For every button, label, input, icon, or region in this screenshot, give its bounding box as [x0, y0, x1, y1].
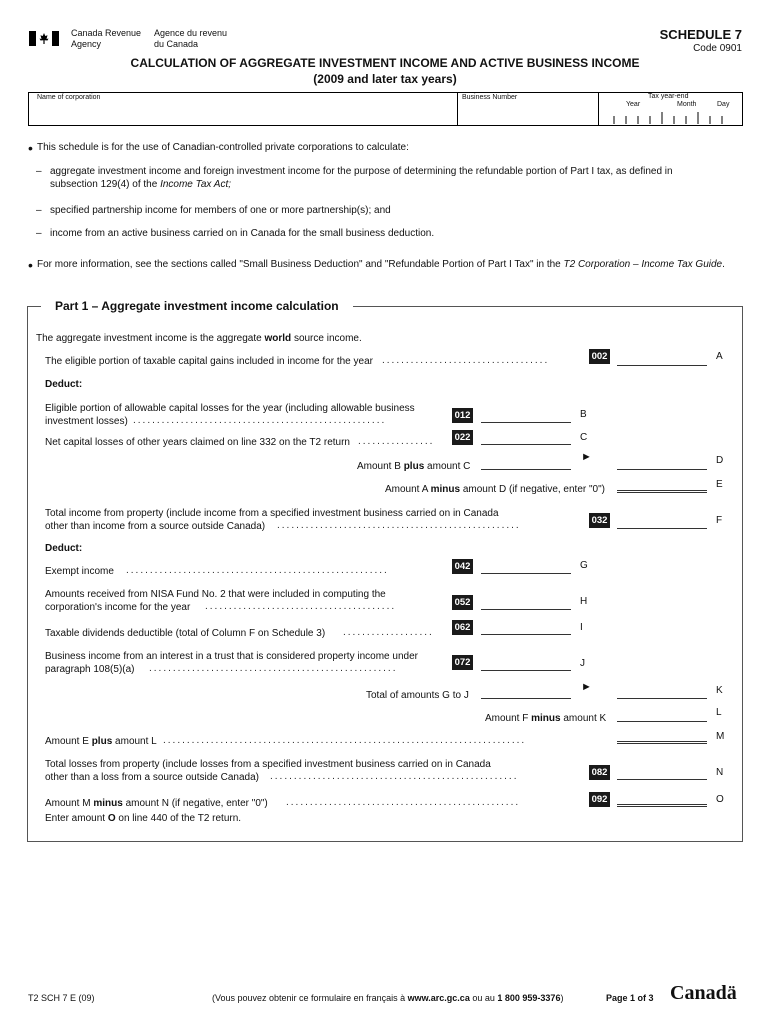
letter-o: O: [716, 794, 724, 805]
line-l-label: Amount F minus amount K: [485, 713, 607, 724]
month-label: Month: [677, 101, 697, 108]
corporation-name-field[interactable]: Name of corporation: [37, 94, 101, 101]
amount-e-input[interactable]: [617, 480, 707, 493]
form-code: Code 0901: [693, 43, 742, 54]
line-c-label: Net capital losses of other years claimed on line 332 on the T2 return: [45, 437, 350, 448]
amount-d-input[interactable]: [617, 457, 707, 470]
letter-l: L: [716, 707, 722, 718]
line-b-label: Eligible portion of allowable capital losses for the year (including allowable business investment losses): [45, 403, 415, 427]
amount-c-input[interactable]: [481, 432, 571, 445]
line-m-label: Amount E plus amount L: [45, 736, 157, 747]
line-e-label: Amount A minus amount D (if negative, enter "0"): [385, 484, 605, 495]
amount-l-input[interactable]: [617, 709, 707, 722]
code-052: 052: [452, 595, 473, 610]
tax-year-end-field[interactable]: [604, 110, 740, 124]
code-082: 082: [589, 765, 610, 780]
amount-j-input[interactable]: [481, 658, 571, 671]
business-number-field[interactable]: Business Number: [462, 94, 518, 101]
line-f-label: Total income from property (include income from a specified investment business carried on in Canada other than income from a source outside Canada): [45, 508, 499, 532]
year-label: Year: [626, 101, 641, 108]
letter-m: M: [716, 731, 725, 742]
canada-flag-icon: [29, 31, 59, 46]
agency-name-fr: Agence du revenu du Canada: [154, 28, 228, 49]
amount-k-input[interactable]: [617, 686, 707, 699]
code-002: 002: [589, 349, 610, 364]
code-062: 062: [452, 620, 473, 635]
line-o-label: Amount M minus amount N (if negative, enter "0"): [45, 798, 268, 809]
line-n-label: Total losses from property (include losses from a specified investment business carried on in Canada other than a loss from a source outside Canada): [45, 759, 491, 783]
letter-g: G: [580, 560, 588, 571]
tax-year-end-label: Tax year-end: [648, 93, 689, 100]
letter-b: B: [580, 409, 587, 420]
letter-n: N: [716, 767, 724, 778]
code-032: 032: [589, 513, 610, 528]
amount-n-input[interactable]: [617, 767, 707, 780]
amount-g-input[interactable]: [481, 561, 571, 574]
line-a-label: The eligible portion of taxable capital gains included in income for the year: [45, 356, 373, 367]
dash-3: –: [36, 228, 42, 239]
amount-o-input[interactable]: [617, 794, 707, 807]
amount-k-subtotal[interactable]: [481, 686, 571, 699]
line-o-instruction: Enter amount O on line 440 of the T2 return.: [45, 813, 242, 824]
letter-j: J: [580, 658, 585, 669]
code-012: 012: [452, 408, 473, 423]
canada-wordmark: Canadä: [670, 982, 737, 1004]
line-k-label: Total of amounts G to J: [366, 690, 469, 701]
day-label: Day: [717, 101, 730, 108]
amount-a-input[interactable]: [617, 353, 707, 366]
letter-i: I: [580, 622, 583, 633]
intro-text: This schedule is for the use of Canadian-controlled private corporations to calculate:: [37, 142, 409, 153]
code-092: 092: [589, 792, 610, 807]
letter-h: H: [580, 596, 588, 607]
part1-intro: The aggregate investment income is the aggregate world source income.: [36, 333, 362, 344]
french-version-note: (Vous pouvez obtenir ce formulaire en français à www.arc.gc.ca ou au 1 800 959-3376): [212, 993, 564, 1003]
amount-m-input[interactable]: [617, 731, 707, 744]
arrow-right-icon: ►: [581, 681, 592, 693]
letter-e: E: [716, 479, 723, 490]
intro-item-2: specified partnership income for members of one or more partnership(s); and: [50, 205, 391, 216]
letter-k: K: [716, 685, 723, 696]
deduct-label-2: Deduct:: [45, 543, 83, 554]
schedule-label: SCHEDULE 7: [659, 27, 742, 42]
letter-c: C: [580, 432, 588, 443]
amount-h-input[interactable]: [481, 597, 571, 610]
bullet-icon: •: [28, 140, 33, 156]
agency-name-en: Canada Revenue Agency: [71, 28, 142, 49]
amount-i-input[interactable]: [481, 622, 571, 635]
letter-d: D: [716, 455, 724, 466]
form-number: T2 SCH 7 E (09): [28, 993, 95, 1003]
line-j-label: Business income from an interest in a trust that is considered property income under paragraph 108(5)(a): [45, 651, 418, 675]
part1-title: Part 1 – Aggregate investment income calculation: [41, 299, 353, 313]
line-d-label: Amount B plus amount C: [357, 461, 471, 472]
intro-item-1: aggregate investment income and foreign investment income for the purpose of determining the refundable portion of Part I tax, as defined in subsection 129(4) of the Income Tax Act;: [50, 166, 673, 190]
code-072: 072: [452, 655, 473, 670]
code-022: 022: [452, 430, 473, 445]
page-number: Page 1 of 3: [606, 993, 654, 1003]
page-subtitle: (2009 and later tax years): [313, 72, 457, 86]
page-title: CALCULATION OF AGGREGATE INVESTMENT INCOME AND ACTIVE BUSINESS INCOME: [130, 56, 640, 70]
letter-f: F: [716, 515, 723, 526]
intro-more-info: For more information, see the sections called "Small Business Deduction" and "Refundable Portion of Part I Tax" in the T2 Corporation – Income Tax Guide.: [37, 259, 725, 270]
line-h-label: Amounts received from NISA Fund No. 2 that were included in computing the corporation's income for the year: [45, 589, 386, 613]
amount-f-input[interactable]: [617, 516, 707, 529]
line-g-label: Exempt income: [45, 566, 114, 577]
arrow-right-icon: ►: [581, 451, 592, 463]
deduct-label: Deduct:: [45, 379, 83, 390]
dash-2: –: [36, 205, 42, 216]
code-042: 042: [452, 559, 473, 574]
amount-b-input[interactable]: [481, 410, 571, 423]
intro-item-3: income from an active business carried on in Canada for the small business deduction.: [50, 228, 435, 239]
line-i-label: Taxable dividends deductible (total of Column F on Schedule 3): [45, 628, 326, 639]
dash-1: –: [36, 166, 42, 177]
bullet-icon: •: [28, 257, 33, 273]
letter-a: A: [716, 351, 723, 362]
amount-d-subtotal[interactable]: [481, 457, 571, 470]
